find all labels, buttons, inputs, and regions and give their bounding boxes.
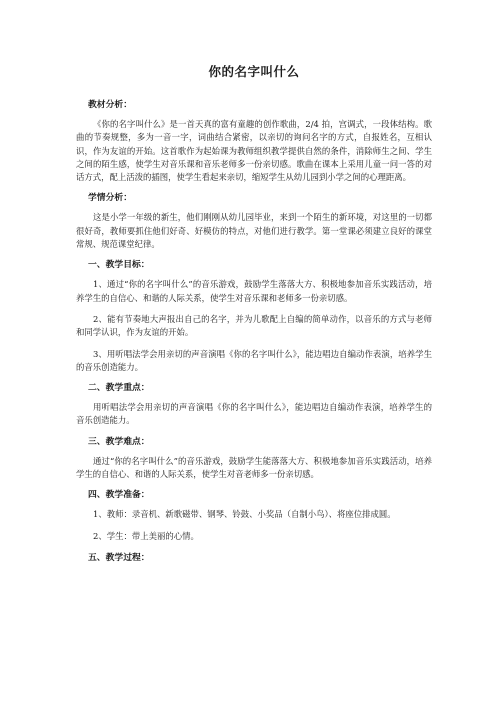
paragraph: 通过“你的名字叫什么”的音乐游戏，鼓励学生能落落大方、积极地参加音乐实践活动，培养学生的自信心、和谐的人际关系，使学生对音老师多一份亲切感。 bbox=[76, 455, 432, 480]
section-heading: 一、教学目标： bbox=[88, 260, 150, 271]
section-material-analysis bbox=[76, 99, 432, 184]
section-heading: 教材分析： bbox=[88, 100, 132, 110]
section-difficult-points bbox=[76, 436, 432, 482]
paragraph: 1、通过“你的名字叫什么”的音乐游戏，鼓励学生落落大方、积极地参加音乐实践活动，培养学生的自信心、和谐的人际关系，使学生对音乐课和老师多一份亲切感。 bbox=[76, 279, 432, 303]
paragraph: 用听唱法学会用亲切的声音演唱《你的名字叫什么》，能边唱边自编动作表演，培养学生的音乐创造能力。 bbox=[76, 402, 432, 426]
section-heading: 四、教学准备： bbox=[88, 490, 150, 501]
section-heading: 五、教学过程： bbox=[88, 552, 150, 563]
section-heading: 三、教学难点： bbox=[88, 436, 150, 447]
section-teaching-goals bbox=[76, 259, 432, 374]
paragraph: 2、能有节奏地大声报出自己的名字，并为儿歌配上自编的简单动作，以音乐的方式与老师和同学认识，作为友谊的开始。 bbox=[76, 313, 432, 338]
section-student-analysis bbox=[76, 192, 432, 251]
document-title: 你的名字叫什么 bbox=[208, 64, 300, 79]
section-heading: 二、教学重点： bbox=[88, 383, 150, 394]
section-heading: 学情分析： bbox=[88, 193, 132, 204]
paragraph: 2、学生：带上美丽的心情。 bbox=[93, 530, 199, 541]
paragraph: 《你的名字叫什么》是一首天真的富有童趣的创作歌曲，2/4 拍，宫调式，一段体结构。歌曲的节奏规整，多为一音一字，词曲结合紧密，以亲切的询问名字的方式，自报姓名，互相认识，作为友谊的开始。这首歌作为起始课为教师组织教学提供自然的条件，消除师生之间、学生之间的陌生感，使学生对音乐课和音乐老师多一份亲切感。歌曲在课本上采用儿童一问一答的对话方式，配上活泼的插图，使学生看起来亲切，缩短学生从幼儿园到小学之间的心理距离。 bbox=[76, 119, 432, 183]
paragraph: 1、教师：录音机、新歌磁带、钢琴、铃鼓、小奖品（自制小鸟）、将座位排成圆。 bbox=[93, 509, 396, 520]
paragraph: 这是小学一年级的新生，他们刚刚从幼儿园毕业，来到一个陌生的新环境，对这里的一切都很好奇，教师要抓住他们好奇、好模仿的特点，对他们进行教学。第一堂课必须建立良好的课堂常规、规范课堂纪律。 bbox=[76, 212, 432, 250]
paragraph: 3、用听唱法学会用亲切的声音演唱《你的名字叫什么》，能边唱边自编动作表演，培养学生的音乐创造能力。 bbox=[76, 348, 432, 372]
section-teaching-process bbox=[76, 552, 432, 565]
section-preparation bbox=[76, 489, 432, 543]
section-key-points bbox=[76, 382, 432, 428]
